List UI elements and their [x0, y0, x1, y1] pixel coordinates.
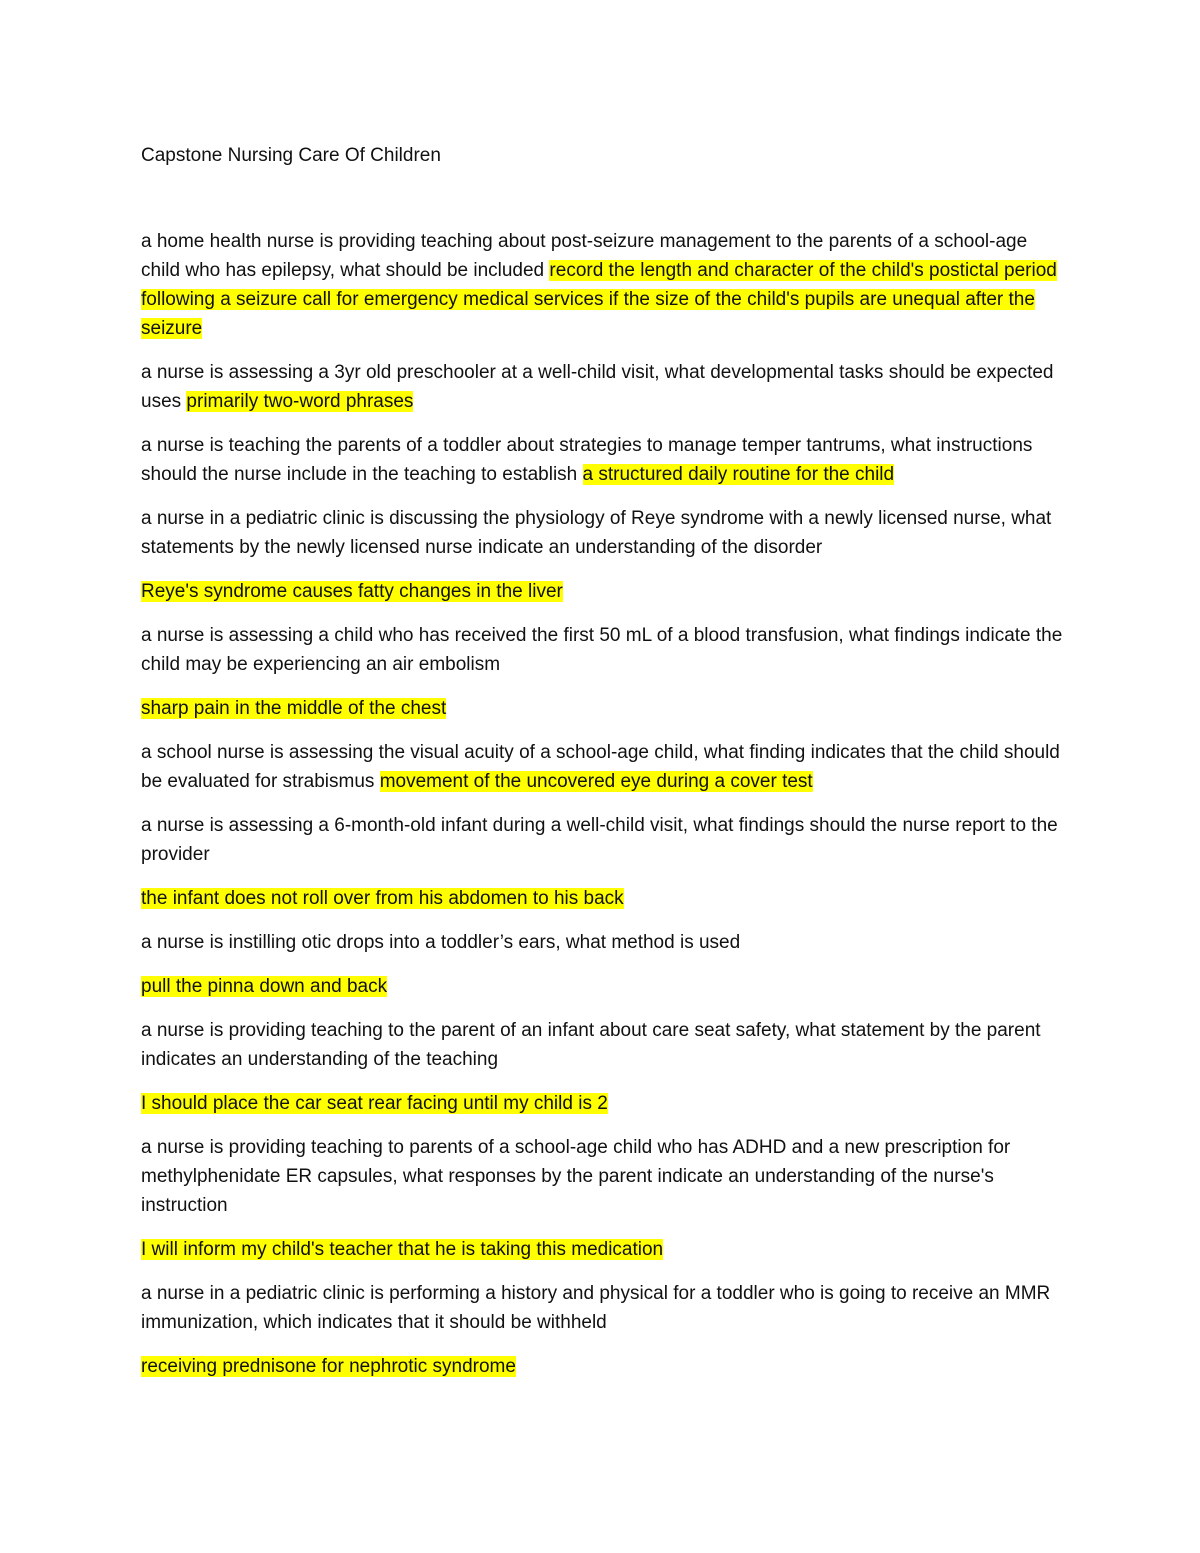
- question-text: a nurse is providing teaching to the parent of an infant about care seat safety, what statement by the parent indicates an understanding of the teaching: [141, 1020, 1041, 1070]
- qa-item-4-question: [141, 504, 1066, 562]
- qa-item-2: [141, 358, 1066, 416]
- question-text: a nurse is instilling otic drops into a toddler’s ears, what method is used: [141, 932, 741, 953]
- qa-item-6: [141, 738, 1066, 796]
- highlighted-answer: I will inform my child's teacher that he is taking this medication: [141, 1239, 664, 1260]
- document-title: Capstone Nursing Care Of Children: [141, 145, 441, 166]
- highlighted-answer: Reye's syndrome causes fatty changes in the liver: [141, 581, 563, 602]
- qa-item-7-answer: [141, 884, 1066, 913]
- highlighted-answer: receiving prednisone for nephrotic syndrome: [141, 1356, 516, 1377]
- highlighted-answer: record the length and character of the child's postictal period following a seizure call for emergency medical services if the size of the child's pupils are unequal after the seizure: [141, 260, 1057, 339]
- qa-item-5-answer: [141, 694, 1066, 723]
- qa-item-11-answer: [141, 1352, 1066, 1381]
- highlighted-answer: primarily two-word phrases: [186, 391, 414, 412]
- document-page: [141, 141, 1066, 1396]
- qa-item-10-answer: [141, 1235, 1066, 1264]
- question-text: a nurse is assessing a 6-month-old infant during a well-child visit, what findings should the nurse report to the provider: [141, 815, 1058, 865]
- qa-item-5-question: [141, 621, 1066, 679]
- qa-item-11-question: [141, 1279, 1066, 1337]
- qa-item-10-question: [141, 1133, 1066, 1220]
- qa-item-8-question: [141, 928, 1066, 957]
- highlighted-answer: the infant does not roll over from his abdomen to his back: [141, 888, 624, 909]
- question-text: a home health nurse is providing teaching about post-seizure management to the parents of a school-age child who has epilepsy, what should be included: [141, 231, 1028, 281]
- highlighted-answer: I should place the car seat rear facing until my child is 2: [141, 1093, 608, 1114]
- question-text: a nurse is assessing a child who has received the first 50 mL of a blood transfusion, what findings indicate the child may be experiencing an air embolism: [141, 625, 1063, 675]
- question-text: a nurse is assessing a 3yr old preschooler at a well-child visit, what developmental tasks should be expected uses: [141, 362, 1054, 412]
- qa-item-8-answer: [141, 972, 1066, 1001]
- question-text: a nurse in a pediatric clinic is performing a history and physical for a toddler who is going to receive an MMR immunization, which indicates that it should be withheld: [141, 1283, 1051, 1333]
- qa-item-3: [141, 431, 1066, 489]
- qa-item-4-answer: [141, 577, 1066, 606]
- qa-item-7-question: [141, 811, 1066, 869]
- question-text: a nurse is providing teaching to parents of a school-age child who has ADHD and a new prescription for methylphenidate ER capsules, what responses by the parent indicate an understanding of the nurse's instruction: [141, 1137, 1011, 1216]
- qa-item-1: [141, 227, 1066, 343]
- highlighted-answer: a structured daily routine for the child: [582, 464, 895, 485]
- highlighted-answer: movement of the uncovered eye during a cover test: [379, 771, 813, 792]
- question-text: a nurse is teaching the parents of a toddler about strategies to manage temper tantrums, what instructions should the nurse include in the teaching to establish: [141, 435, 1033, 485]
- highlighted-answer: pull the pinna down and back: [141, 976, 388, 997]
- qa-item-9-answer: [141, 1089, 1066, 1118]
- qa-item-9-question: [141, 1016, 1066, 1074]
- highlighted-answer: sharp pain in the middle of the chest: [141, 698, 447, 719]
- question-text: a nurse in a pediatric clinic is discussing the physiology of Reye syndrome with a newly licensed nurse, what statements by the newly licensed nurse indicate an understanding of the disorder: [141, 508, 1052, 558]
- question-text: a school nurse is assessing the visual acuity of a school-age child, what finding indicates that the child should be evaluated for strabismus: [141, 742, 1060, 792]
